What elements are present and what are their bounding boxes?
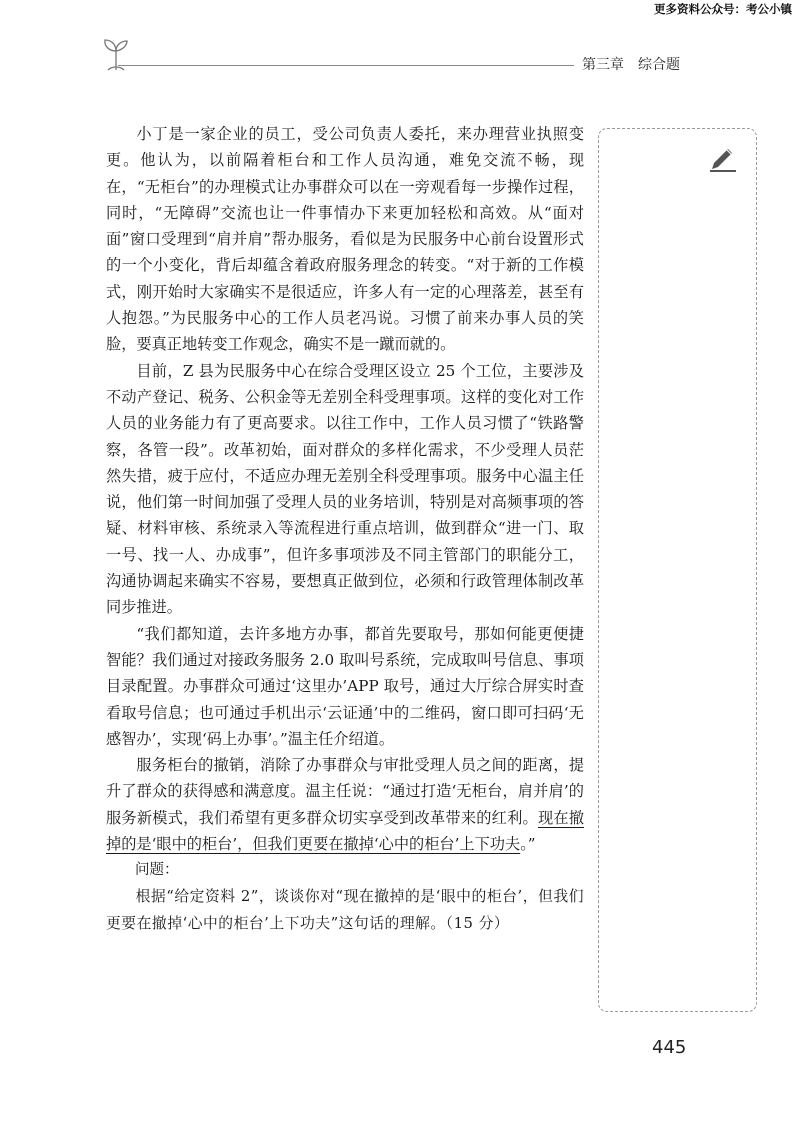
underlined-quote: 现在撤掉的是‘眼中的柜台’，但我们更要在撤掉‘心中的柜台’上下功夫 (106, 808, 585, 854)
chapter-number: 第三章 (582, 57, 624, 73)
chapter-title: 综合题 (638, 57, 680, 73)
paragraph (106, 752, 584, 857)
header-rule (118, 65, 574, 66)
paragraph: 小丁是一家企业的员工，受公司负责人委托，来办理营业执照变更。他认为，以前隔着柜台和工作人员沟通，难免交流不畅，现在，“无柜台”的办理模式让办事群众可以在一旁观看每一步操作过程，同时，“无障碍”交流也让一件事情办下来更加轻松和高效。从“面对面”窗口受理到“肩并肩”帮办服务，看似是为民服务中心前台设置形式的一个小变化，背后却蕴含着政府服务理念的转变。“对于新的工作模式，刚开始时大家确实不是很适应，许多人有一定的心理落差，甚至有人抱怨。”为民服务中心的工作人员老冯说。习惯了前来办事人员的笑脸，要真正地转变工作观念，确实不是一蹴而就的。 (106, 125, 584, 354)
question-text: 根据“给定资料 2”，谈谈你对“现在撤掉的是‘眼中的柜台’，但我们更要在撤掉‘心中的柜台’上下功夫”这句话的理解。（15 分） (106, 888, 584, 933)
watermark: 更多资料公众号：考公小镇 (654, 2, 792, 16)
paragraph: “我们都知道，去许多地方办事，都首先要取号，那如何能更便捷智能？我们通过对接政务服务 2.0 取叫号系统，完成取叫号信息、事项目录配置。办事群众可通过‘这里办’APP 取号，通过大厅综合屏实时查看取号信息；也可通过手机出示‘云证通’中的二维码，窗口即可扫码‘无感智办’，实现‘码上办事’。”温主任介绍道。 (106, 624, 584, 748)
paragraph-text: 服务柜台的撤销，消除了办事群众与审批受理人员之间的距离，提升了群众的获得感和满意度。温主任说：“通过打造‘无柜台，肩并肩’的服务新模式，我们希望有更多群众切实享受到改革带来的红利。 (106, 756, 584, 827)
page-number: 445 (652, 1037, 687, 1058)
material-text (106, 121, 584, 937)
paragraph-end: 。” (520, 835, 536, 854)
chapter-heading (582, 54, 680, 74)
notes-box (598, 128, 757, 1012)
paragraph: 目前，Z 县为民服务中心在综合受理区设立 25 个工位，主要涉及不动产登记、税务、公积金等无差别全科受理事项。这样的变化对工作人员的业务能力有了更高要求。以往工作中，工作人员习惯了“铁路警察，各管一段”。改革初始，面对群众的多样化需求，不少受理人员茫然失措，疲于应付，不适应办理无差别全科受理事项。服务中心温主任说，他们第一时间加强了受理人员的业务培训，特别是对高频事项的答疑、材料审核、系统录入等流程进行重点培训，做到群众“进一门、取一号、找一人、办成事”，但许多事项涉及不同主管部门的职能分工，沟通协调起来确实不容易，要想真正做到位，必须和行政管理体制改革同步推进。 (106, 361, 584, 617)
question-label: 问题： (135, 862, 179, 879)
pencil-icon (708, 145, 738, 173)
